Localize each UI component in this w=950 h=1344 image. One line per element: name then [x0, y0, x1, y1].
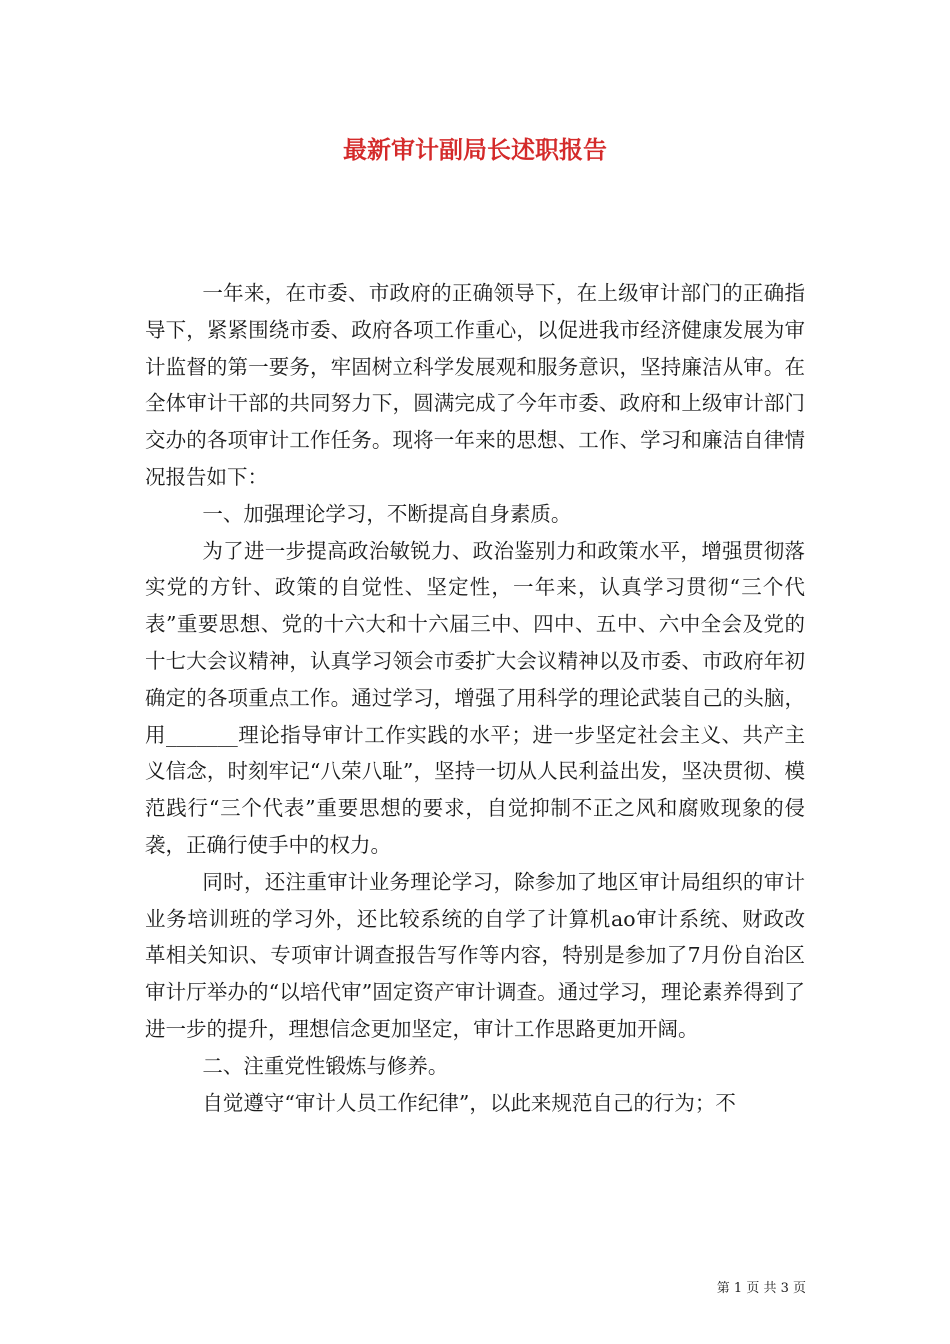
paragraph-discipline: 自觉遵守“审计人员工作纪律”，以此来规范自己的行为；不: [202, 1090, 736, 1115]
document-body: [145, 275, 805, 1121]
section-heading-1: 一、加强理论学习，不断提高自身素质。: [202, 501, 572, 526]
page-number-indicator: 第 1 页 共 3 页: [716, 1281, 806, 1296]
paragraph-theory-study: 为了进一步提高政治敏锐力、政治鉴别力和政策水平，增强贯彻落实党的方针、政策的自觉性、坚定性，一年来，认真学习贯彻“三个代表”重要思想、党的十六大和十六届三中、四中、五中、六中全会及党的十七大会议精神，认真学习领会市委扩大会议精神以及市委、市政府年初确定的各项重点工作。通过学习，增强了用科学的理论武装自己的头脑，用_______理论指导审计工作实践的水平；进一步坚定社会主义、共产主义信念，时刻牢记“八荣八耻”，坚持一切从人民利益出发，坚决贯彻、模范践行“三个代表”重要思想的要求，自觉抑制不正之风和腐败现象的侵袭，正确行使手中的权力。: [145, 538, 805, 857]
paragraph-audit-study: 同时，还注重审计业务理论学习，除参加了地区审计局组织的审计业务培训班的学习外，还比较系统的自学了计算机ao审计系统、财政改革相关知识、专项审计调查报告写作等内容，特别是参加了7月份自治区审计厅举办的“以培代审”固定资产审计调查。通过学习，理论素养得到了进一步的提升，理想信念更加坚定，审计工作思路更加开阔。: [145, 869, 805, 1041]
section-heading-2: 二、注重党性锻炼与修养。: [202, 1053, 449, 1078]
paragraph-intro: 一年来，在市委、市政府的正确领导下，在上级审计部门的正确指导下，紧紧围绕市委、政府各项工作重心，以促进我市经济健康发展为审计监督的第一要务，牢固树立科学发展观和服务意识，坚持廉洁从审。在全体审计干部的共同努力下，圆满完成了今年市委、政府和上级审计部门交办的各项审计工作任务。现将一年来的思想、工作、学习和廉洁自律情况报告如下：: [145, 281, 805, 489]
document-title: 最新审计副局长述职报告: [343, 135, 607, 164]
